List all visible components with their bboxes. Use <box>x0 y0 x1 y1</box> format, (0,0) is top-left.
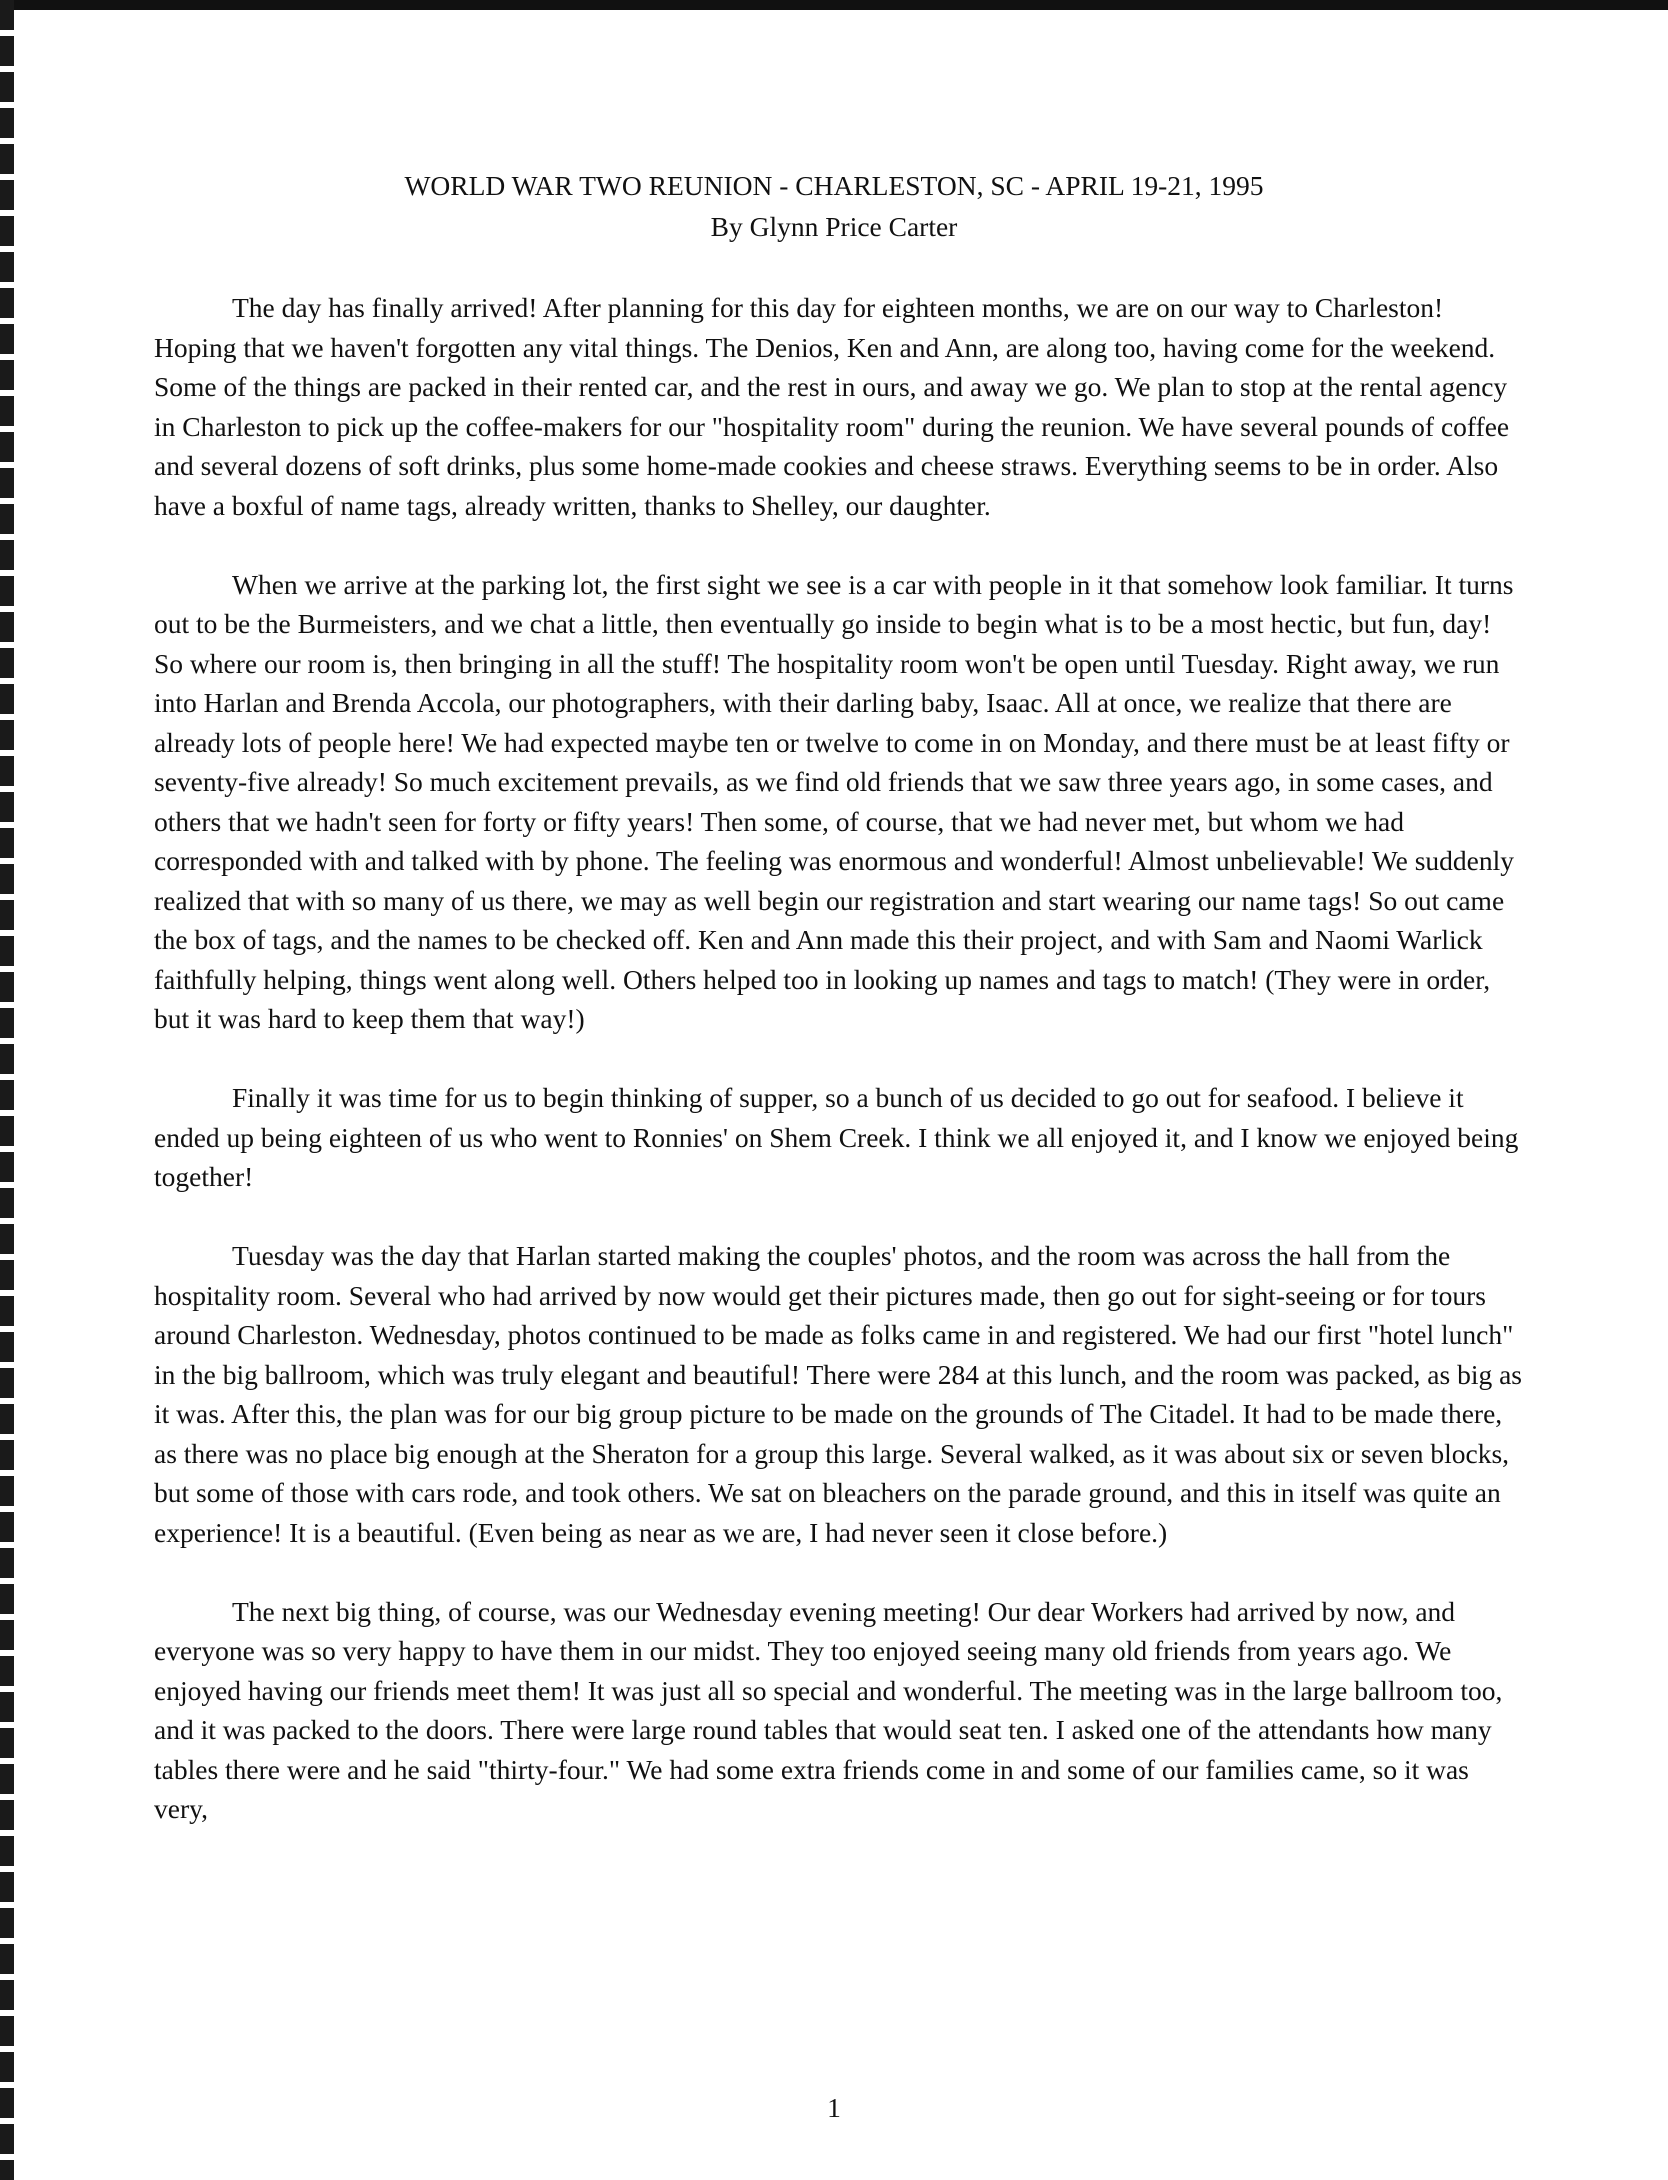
paragraph: When we arrive at the parking lot, the first sight we see is a car with people in it that somehow look familiar. It turns out to be the Burmeisters, and we chat a little, then eventually go inside to begin what is to be a most hectic, but fun, day! So where our room is, then bringing in all the stuff! The hospitality room won't be open until Tuesday. Right away, we run into Harlan and Brenda Accola, our photographers, with their darling baby, Isaac. All at once, we realize that there are already lots of people here! We had expected maybe ten or twelve to come in on Monday, and there must be at least fifty or seventy-five already! So much excitement prevails, as we find old friends that we saw three years ago, in some cases, and others that we hadn't seen for forty or fifty years! Then some, of course, that we had never met, but whom we had corresponded with and talked with by phone. The feeling was enormous and wonderful! Almost unbelievable! We suddenly realized that with so many of us there, we may as well begin our registration and start wearing our name tags! So out came the box of tags, and the names to be checked off. Ken and Ann made this their project, and with Sam and Naomi Warlick faithfully helping, things went along well. Others helped too in looking up names and tags to match! (They were in order, but it was hard to keep them that way!) <box>154 568 1514 1034</box>
document-byline: By Glynn Price Carter <box>710 211 958 242</box>
document-body <box>154 288 1522 1868</box>
document-title: WORLD WAR TWO REUNION - CHARLESTON, SC - APRIL 19-21, 1995 <box>404 170 1264 201</box>
paragraph: The day has finally arrived! After planning for this day for eighteen months, we are on our way to Charleston! Hoping that we haven't forgotten any vital things. The Denios, Ken and Ann, are along too, having come for the weekend. Some of the things are packed in their rented car, and the rest in ours, and away we go. We plan to stop at the rental agency in Charleston to pick up the coffee-makers for our "hospitality room" during the reunion. We have several pounds of coffee and several dozens of soft drinks, plus some home-made cookies and cheese straws. Everything seems to be in order. Also have a boxful of name tags, already written, thanks to Shelley, our daughter. <box>154 292 1510 521</box>
page-number: 1 <box>827 2092 841 2123</box>
document-header <box>0 165 1668 247</box>
paragraph: The next big thing, of course, was our Wednesday evening meeting! Our dear Workers had arrived by now, and everyone was so very happy to have them in our midst. They too enjoyed seeing many old friends from years ago. We enjoyed having our friends meet them! It was just all so special and wonderful. The meeting was in the large ballroom too, and it was packed to the doors. There were large round tables that would seat ten. I asked one of the attendants how many tables there were and he said "thirty-four." We had some extra friends come in and some of our families came, so it was very, <box>154 1595 1503 1824</box>
paragraph: Finally it was time for us to begin thinking of supper, so a bunch of us decided to go out for seafood. I believe it ended up being eighteen of us who went to Ronnies' on Shem Creek. I think we all enjoyed it, and I know we enjoyed being together! <box>154 1082 1519 1192</box>
paragraph: Tuesday was the day that Harlan started making the couples' photos, and the room was across the hall from the hospitality room. Several who had arrived by now would get their pictures made, then go out for sight-seeing or for tours around Charleston. Wednesday, photos continued to be made as folks came in and registered. We had our first "hotel lunch" in the big ballroom, which was truly elegant and beautiful! There were 284 at this lunch, and the room was packed, as big as it was. After this, the plan was for our big group picture to be made on the grounds of The Citadel. It had to be made there, as there was no place big enough at the Sheraton for a group this large. Several walked, as it was about six or seven blocks, but some of those with cars rode, and took others. We sat on bleachers on the parade ground, and this in itself was quite an experience! It is a beautiful. (Even being as near as we are, I had never seen it close before.) <box>154 1240 1522 1548</box>
